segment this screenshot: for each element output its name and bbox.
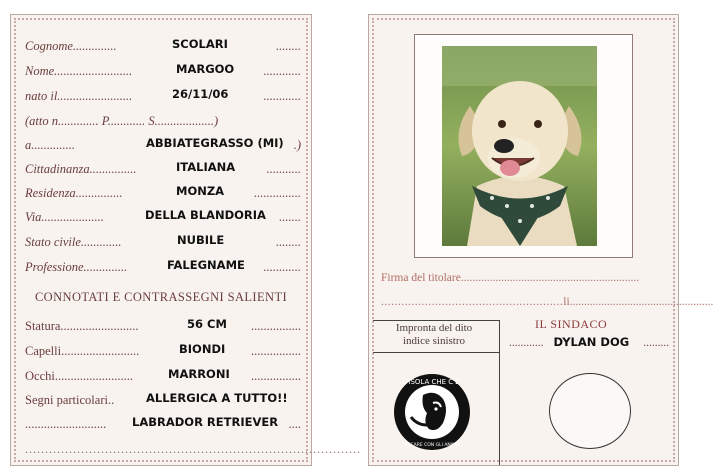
isola-logo-icon: [393, 373, 471, 451]
field-label: Capelli.........................: [25, 344, 140, 358]
field-residenza: [25, 186, 301, 204]
field-value: ABBIATEGRASSO (MI): [146, 136, 284, 150]
field-nato-il: [25, 89, 301, 107]
field-label: Nome.........................: [25, 64, 133, 78]
fingerprint-label-line1: Impronta del dito: [395, 322, 473, 334]
field-professione: [25, 260, 301, 278]
left-page: [10, 14, 361, 466]
field-label: Segni particolari..: [25, 393, 115, 407]
field-via: [25, 210, 301, 228]
field-value: SCOLARI: [172, 37, 228, 51]
mayor-label: IL SINDACO: [535, 317, 608, 331]
final-dotted-line: ....................................................................................: [25, 442, 361, 456]
field-tail: .......: [279, 210, 301, 224]
field-label: Statura.........................: [25, 319, 139, 333]
field-label: ..........................: [25, 417, 107, 431]
field-value: FALEGNAME: [167, 258, 245, 272]
fingerprint-label: [378, 322, 490, 348]
fingerprint-label-line2: indice sinistro: [402, 335, 466, 347]
field-label: Professione..............: [25, 260, 128, 274]
dog-photo-icon: [442, 46, 597, 246]
date-dots: li..................................................: [563, 296, 713, 308]
field-value: ALLERGICA A TUTTO!!: [146, 391, 288, 405]
mayor-row: [509, 335, 670, 349]
signature-line-2: [381, 296, 713, 308]
field-label: Occhi.........................: [25, 369, 133, 383]
field-label: Cittadinanza...............: [25, 162, 137, 176]
field-tail: ...........: [266, 162, 301, 176]
field-tail: ........: [276, 39, 301, 53]
field-nome: [25, 64, 301, 82]
field-label: a..............: [25, 138, 75, 152]
fingerprint-box-right: [499, 320, 500, 465]
logo-text-top: L'ISOLA CHE C'E': [402, 378, 462, 386]
mayor-dots-right: .........: [643, 337, 670, 349]
field-value: LABRADOR RETRIEVER: [132, 415, 279, 429]
feature-segni: [25, 393, 301, 411]
mayor-dots-left: ............: [509, 337, 544, 349]
mayor-name: DYLAN DOG: [553, 335, 630, 349]
field-atto: [25, 114, 301, 132]
field-label: Stato civile.............: [25, 235, 122, 249]
right-page: [368, 14, 713, 466]
field-stato-civile: [25, 235, 301, 253]
field-tail: .): [293, 138, 301, 152]
feature-razza: [25, 417, 301, 435]
field-value: 56 CM: [187, 317, 227, 331]
field-value: 26/11/06: [172, 87, 229, 101]
field-label: (atto n............. P............ S...................): [25, 114, 219, 128]
field-tail: ........: [276, 235, 301, 249]
field-tail: ................: [251, 319, 301, 333]
isola-logo: [393, 373, 471, 451]
field-tail: ................: [251, 369, 301, 383]
field-value: BIONDI: [179, 342, 226, 356]
logo-text-bottom: TOCCARE CON GLI ANIMALI: [401, 443, 463, 448]
feature-occhi: [25, 369, 301, 387]
field-value: NUBILE: [177, 233, 225, 247]
field-cittadinanza: [25, 162, 301, 180]
stamp-circle: [549, 373, 631, 449]
field-tail: ....: [288, 417, 301, 431]
field-label: Via....................: [25, 210, 104, 224]
signature-dots: ......................................................: [381, 296, 564, 308]
field-label: nato il........................: [25, 89, 133, 103]
field-tail: ............: [263, 260, 301, 274]
section-title: CONNOTATI E CONTRASSEGNI SALIENTI: [34, 290, 288, 304]
field-tail: ............: [263, 89, 301, 103]
field-label: Residenza...............: [25, 186, 123, 200]
field-value: ITALIANA: [176, 160, 236, 174]
signature-line: Firma del titolare..............................................................: [381, 272, 640, 284]
field-luogo: [25, 138, 301, 156]
field-value: DELLA BLANDORIA: [145, 208, 266, 222]
photo-frame: [414, 34, 633, 258]
field-tail: ................: [251, 344, 301, 358]
feature-capelli: [25, 344, 301, 362]
field-value: MARGOO: [176, 62, 235, 76]
dog-photo: [442, 46, 597, 246]
field-tail: ...............: [254, 186, 301, 200]
field-label: Cognome..............: [25, 39, 117, 53]
field-value: MARRONI: [168, 367, 230, 381]
field-value: MONZA: [176, 184, 225, 198]
field-cognome: [25, 39, 301, 57]
fingerprint-box-top: [373, 320, 499, 321]
field-tail: ............: [263, 64, 301, 78]
feature-statura: [25, 319, 301, 337]
fingerprint-box-divider: [373, 352, 499, 353]
